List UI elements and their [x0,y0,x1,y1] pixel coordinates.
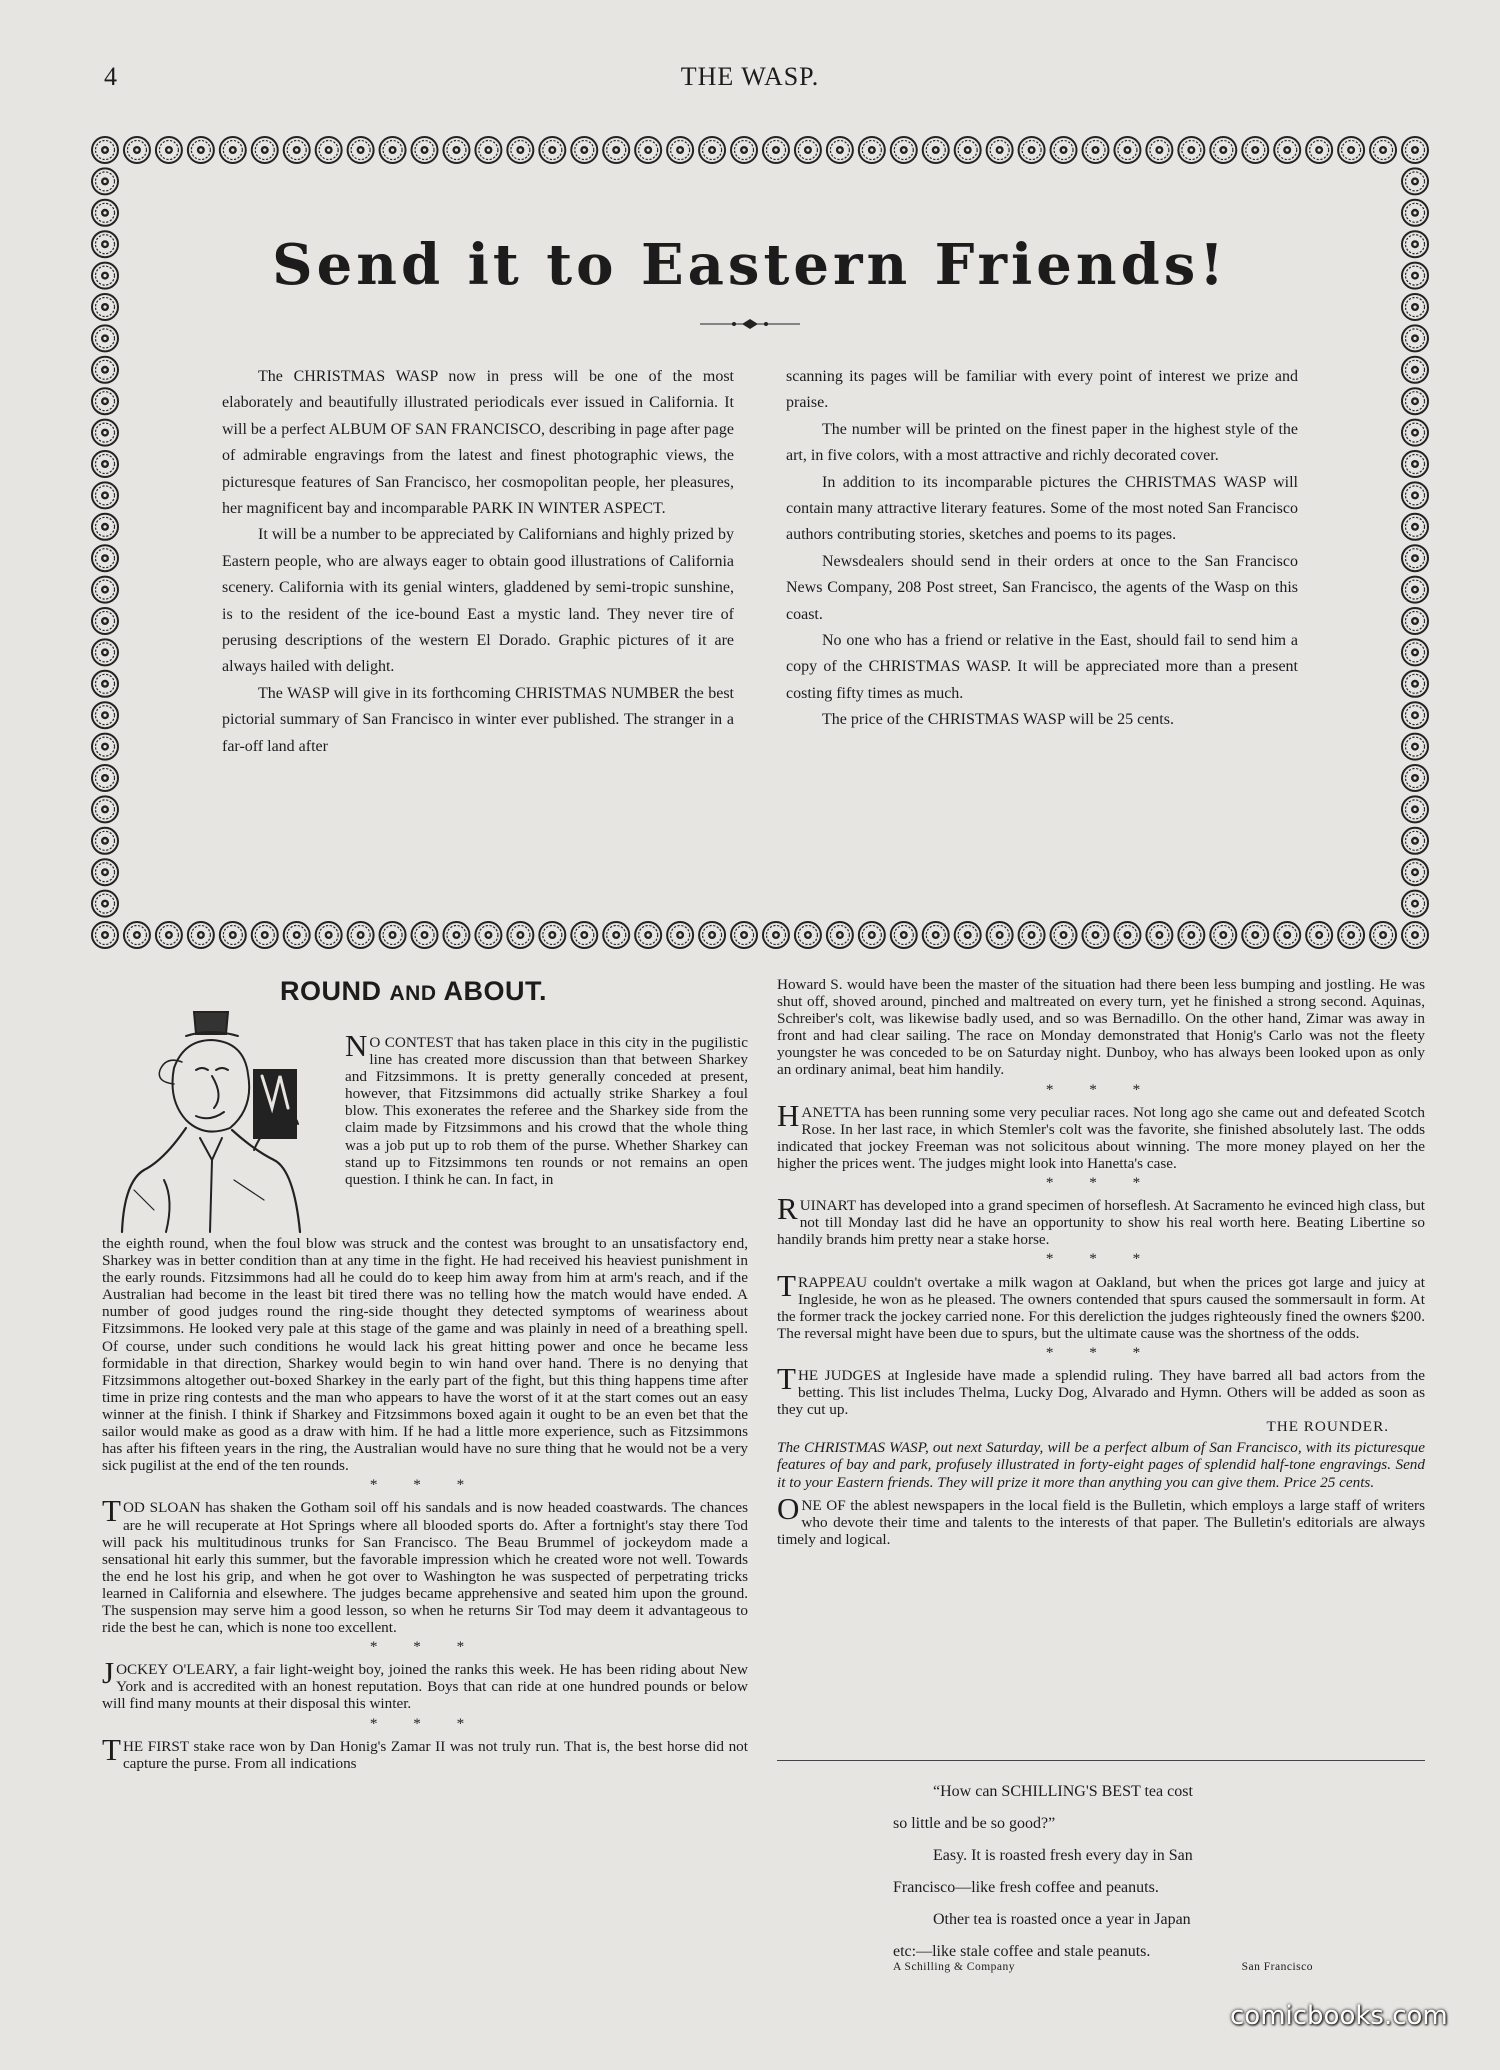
rosette-ornament [1402,671,1428,697]
ad-paragraph: The number will be printed on the finest paper in the highest style of the art, in five colors, with a most attractive and richly decorated cover. [786,420,1298,465]
ad-headline: Send it to Eastern Friends! [272,232,1228,298]
schilling-footer [893,1961,1313,1973]
section-separator: * * * [1045,1174,1157,1192]
rosette-ornament [1402,482,1428,508]
company-name: A Schilling & Company [893,1961,1015,1973]
rosette-ornament [635,922,661,948]
ad-line: Other tea is roasted once a year in Japan [933,1911,1191,1928]
rosette-ornament [1370,922,1396,948]
rosette-ornament [1146,922,1172,948]
rosette-ornament [1402,451,1428,477]
rosette-ornament [412,922,438,948]
author-signature: THE ROUNDER. [1266,1418,1389,1436]
rosette-ornament [667,137,693,163]
article-paragraph: O CONTEST that has taken place in this city in the pugilistic line has created more discussion than that between Sharkey and Fitzsimmons. It is pretty generally conceded at present, however, that Fitzsimmons did actually strike Sharkey a foul blow. This exonerates the referee and the Sharkey side from the claim made by Fitzsimmons and his crowd that the whole thing was a job put up to rob them of the purse. Whether Sharkey can stand up to Fitzsimmons ten rounds or not remains an open question. I think he can. In fact, in [345,1034,748,1188]
rosette-ornament [92,514,118,540]
article-paragraph: OCKEY O'LEARY, a fair light-weight boy, joined the ranks this week. He has been riding about New York and is accredited with an honest reputation. Boys that can ride at one hundred pounds or below will find many mounts at their disposal this winter. [102,1661,748,1713]
rosette-ornament [188,922,214,948]
rosette-ornament [1402,734,1428,760]
ad-line: Easy. It is roasted fresh every day in San [933,1847,1193,1864]
rosette-ornament [412,137,438,163]
cartoon-illustration [104,1010,354,1235]
article-paragraph: ANETTA has been running some very peculiar races. Not long ago she came out and defeated Scotch Rose. In her last race, in which Stemler's colt was the favorite, she finished absolutely last. The odds indicated that jockey Freeman was not solicitous about winning. The more money played on her the higher the prices went. The judges might look into Hanetta's case. [777,1103,1425,1172]
rosette-ornament [1338,137,1364,163]
rosette-ornament [955,137,981,163]
rosette-ornament [987,922,1013,948]
rosette-ornament [1402,577,1428,603]
rosette-ornament [1082,137,1108,163]
rosette-ornament [1402,859,1428,885]
ad-paragraph: The WASP will give in its forthcoming CHRISTMAS NUMBER the best pictorial summary of San Francisco in winter ever published. The stranger in a far-off land after [222,684,734,755]
ornamental-rule [700,318,800,330]
rosette-ornament [987,137,1013,163]
rosette-ornament [92,451,118,477]
section-separator: * * * [1045,1080,1157,1098]
rosette-ornament [92,702,118,728]
rosette-ornament [1402,514,1428,540]
schilling-advertisement [893,1776,1333,1968]
rosette-ornament [1402,828,1428,854]
rosette-ornament [92,859,118,885]
rosette-ornament [699,137,725,163]
article-paragraph: OD SLOAN has shaken the Gotham soil off his sandals and is now headed coastwards. The chances are he will recuperate at Hot Springs where all blooded sports do. After a fortnight's stay there Tod will pack his multitudinous trunks for San Francisco. The Beau Brummel of jockeydom made a sensational hit early this summer, but the favorable impression which he created wore not well. Towards the end he lost his grip, and when he got over to Washington he was suspected of perpetrating tricks learned in California and elsewhere. The judges became apprehensive and seated him upon the ground. The suspension may serve him a good lesson, so when he returns Sir Tod may deem it advantageous to ride the best he can, which is none too excellent. [102,1499,748,1637]
rosette-ornament [348,922,374,948]
rosette-ornament [1114,922,1140,948]
rosette-ornament [731,922,757,948]
page-number: 4 [104,62,117,91]
rosette-ornament [1274,922,1300,948]
rosette-ornament [923,922,949,948]
rosette-ornament [795,922,821,948]
rosette-ornament [1402,891,1428,917]
rosette-ornament [859,922,885,948]
rosette-ornament [1242,922,1268,948]
rosette-ornament [475,922,501,948]
rosette-ornament [1210,137,1236,163]
rosette-ornament [1338,922,1364,948]
rosette-ornament [252,922,278,948]
rosette-ornament [1019,922,1045,948]
rosette-ornament [1178,922,1204,948]
rosette-ornament [1178,137,1204,163]
rosette-ornament [284,922,310,948]
ad-paragraph: Newsdealers should send in their orders at once to the San Francisco News Company, 208 Post street, San Francisco, the agents of the Wasp on this coast. [786,552,1298,623]
rosette-ornament [891,922,917,948]
rosette-ornament [1402,325,1428,351]
rosette-ornament [1402,357,1428,383]
ad-line: so little and be so good?” [893,1815,1056,1832]
rosette-ornament [1402,765,1428,791]
rosette-ornament [220,922,246,948]
rosette-ornament [1242,137,1268,163]
drop-capital: N [345,1028,368,1063]
drop-capital: J [102,1655,115,1691]
rosette-ornament [1402,545,1428,571]
section-separator: * * * [1045,1343,1157,1361]
article-title-main: ROUND [280,976,382,1006]
rosette-ornament [571,137,597,163]
rosette-ornament [92,828,118,854]
rosette-ornament [1402,168,1428,194]
drop-capital: T [777,1267,796,1303]
rosette-ornament [827,137,853,163]
rosette-ornament [763,137,789,163]
rosette-ornament [763,922,789,948]
rosette-ornament [891,137,917,163]
ad-paragraph: In addition to its incomparable pictures the CHRISTMAS WASP will contain many attractive literary features. Some of the most noted San Francisco authors contributing stories, sketches and poems to its pages. [786,473,1298,544]
rosette-ornament [1051,137,1077,163]
section-separator: * * * [369,1714,481,1732]
rosette-ornament [603,137,629,163]
rosette-ornament [380,137,406,163]
rosette-ornament [795,137,821,163]
rosette-ornament [316,137,342,163]
rosette-ornament [380,922,406,948]
article-paragraph: Howard S. would have been the master of the situation had there been less bumping and jostling. He was shut off, shoved around, pinched and maltreated on every turn, yet he finished a strong second. Aquinas, Schreiber's colt, was likewise badly used, and so was Bernadillo. On the other hand, Zimar was away in front and had clear sailing. The race on Monday demonstrated that Honig's Carlo was not the fleety youngster he was conceded to be on Saturday night. Dunboy, who has always been looked upon as only an ordinary animal, beat him handily. [777,976,1425,1079]
rosette-ornament [443,922,469,948]
rosette-ornament [1402,922,1428,948]
rosette-ornament [92,765,118,791]
rosette-ornament [92,671,118,697]
rosette-ornament [507,137,533,163]
rosette-ornament [92,357,118,383]
rosette-ornament [1402,388,1428,414]
rosette-ornament [316,922,342,948]
ad-line: Francisco—like fresh coffee and peanuts. [893,1879,1159,1896]
ad-paragraph: It will be a number to be appreciated by Californians and highly prized by Eastern people, who are always eager to obtain good illustrations of California scenery. California with its genial winters, gladdened by semi-tropic sunshine, is to the resident of the ice-bound East a mystic land. They never tire of perusing descriptions of the western El Dorado. Graphic pictures of it are always hailed with delight. [222,526,734,676]
rosette-ornament [443,137,469,163]
rosette-ornament [124,137,150,163]
rosette-ornament [92,796,118,822]
drop-capital: O [777,1490,800,1526]
article-column-a [102,1235,748,1772]
rosette-ornament [1370,137,1396,163]
rosette-ornament [92,734,118,760]
rosette-ornament [1402,796,1428,822]
rosette-ornament [92,482,118,508]
rosette-ornament [284,137,310,163]
rosette-ornament [1402,639,1428,665]
rosette-ornament [92,545,118,571]
drop-capital: H [777,1097,800,1133]
rosette-ornament [348,137,374,163]
rosette-ornament [1306,137,1332,163]
section-separator: * * * [1045,1250,1157,1268]
rosette-ornament [1146,137,1172,163]
ad-column-left [222,364,734,760]
rosette-ornament [1274,137,1300,163]
article-paragraph: the eighth round, when the foul blow was struck and the contest was brought to an unsatisfactory end, Sharkey was in better condition than at any time in the fight. He had received his heaviest punishment in the early rounds. Fitzsimmons had all he could do to keep him away from him at arm's reach, and if the Australian had become in the least bit tired there was no telling how the match would have ended. A number of good judges round the ring-side thought they detected symptoms of weariness about Fitzsimmons. He looked very pale at this stage of the game and was plainly in need of a breathing spell. Of course, under such conditions he would lack his great hitting power and once he became less formidable in that direction, Sharkey would begin to win hand over hand. There is no denying that Fitzsimmons altogether out-boxed Sharkey in the early part of the fight, but this thing happens time after time in prize ring contests and the man who appears to have the worst of it at the start comes out an easy winner at the finish. I think if Sharkey and Fitzsimmons boxed again it ought to be an even bet that the sailor would make as good as a draw with him. If he had a little more experience, such as Fitzsimmons has after his fifteen years in the ring, the Australian would have no sure thing that he would not be a very sick pugilist at the end of the ten rounds. [102,1235,748,1475]
rosette-ornament [699,922,725,948]
rosette-ornament [731,137,757,163]
rosette-ornament [539,922,565,948]
drop-capital: T [102,1493,121,1529]
rosette-ornament [923,137,949,163]
rosette-ornament [92,639,118,665]
rosette-ornament [92,420,118,446]
drop-capital: T [102,1731,121,1767]
rosette-ornament [1402,702,1428,728]
article-paragraph: RAPPEAU couldn't overtake a milk wagon at Oakland, but when the prices got large and juicy at Ingleside, he won as he pleased. The owners contended that spurs caused the sommersault in form. At the former track the jockey carried none. For this dereliction the judges righteously fined the owners $200. The reversal might have been due to spurs, but the ultimate cause was the shortness of the odds. [777,1273,1425,1342]
rosette-ornament [188,137,214,163]
rosette-ornament [92,922,118,948]
ad-paragraph: No one who has a friend or relative in the East, should fail to send him a copy of the CHRISTMAS WASP. It will be appreciated more than a present costing fifty times as much. [786,632,1298,702]
rosette-ornament [603,922,629,948]
rosette-ornament [1210,922,1236,948]
rosette-ornament [1306,922,1332,948]
article-column-b [777,976,1425,1548]
rosette-ornament [955,922,981,948]
article-title-and: AND [389,982,437,1005]
article-paragraph: HE FIRST stake race won by Dan Honig's Zamar II was not truly run. That is, the best horse did not capture the purse. From all indications [122,1737,748,1772]
rosette-ornament [1402,200,1428,226]
rosette-ornament [92,200,118,226]
rosette-ornament [1051,922,1077,948]
watermark: comicbooks.com [1230,2001,1448,2031]
ad-line: etc:—like stale coffee and stale peanuts. [893,1943,1151,1960]
rosette-ornament [827,922,853,948]
rosette-ornament [571,922,597,948]
article-paragraph: NE OF the ablest newspapers in the local field is the Bulletin, which employs a large staff of writers who devote their time and talents to the interests of that paper. The Bulletin's editorials are always timely and logical. [777,1496,1425,1548]
rosette-ornament [92,325,118,351]
article-paragraph: UINART has developed into a grand specimen of horseflesh. At Sacramento he evinced high class, but not till Monday last did he have an opportunity to show his real worth here. Beating Libertine so handily brands him pretty near a stake horse. [777,1197,1425,1249]
rosette-ornament [92,137,118,163]
rosette-ornament [539,137,565,163]
rosette-ornament [635,137,661,163]
section-separator: * * * [369,1476,481,1494]
rosette-ornament [92,608,118,634]
rosette-ornament [252,137,278,163]
rosette-ornament [1402,137,1428,163]
ad-line: “How can SCHILLING'S BEST tea cost [933,1783,1193,1800]
article-title-end: ABOUT. [443,976,548,1006]
rosette-ornament [156,922,182,948]
article-column-a-top [345,1028,748,1188]
drop-capital: T [777,1360,796,1396]
rosette-ornament [859,137,885,163]
rosette-ornament [1082,922,1108,948]
rosette-ornament [1019,137,1045,163]
ad-paragraph: The CHRISTMAS WASP now in press will be one of the most elaborately and beautifully illustrated periodicals ever issued in California. It will be a perfect ALBUM OF SAN FRANCISCO, describing in page after page of admirable engravings from the latest and finest photographic views, the picturesque features of San Francisco, her cosmopolitan people, her pleasures, her magnificent bay and incomparable PARK IN WINTER ASPECT. [222,368,734,518]
rosette-ornament [220,137,246,163]
ad-paragraph: The price of the CHRISTMAS WASP will be 25 cents. [822,711,1174,729]
rosette-ornament [156,137,182,163]
ad-paragraph: scanning its pages will be familiar with every point of interest we prize and praise. [786,368,1298,412]
rosette-ornament [92,388,118,414]
running-head: THE WASP. [680,62,820,91]
rosette-ornament [1114,137,1140,163]
ad-column-right [786,364,1298,734]
article-paragraph: HE JUDGES at Ingleside have made a splendid ruling. They have barred all bad actors from the betting. This list includes Thelma, Lucky Dog, Alvarado and Hymn. Others will be added as soon as they cut up. [777,1366,1425,1419]
section-separator: * * * [369,1638,481,1656]
company-city: San Francisco [1241,1961,1313,1973]
rosette-ornament [1402,608,1428,634]
christmas-wasp-notice: The CHRISTMAS WASP, out next Saturday, will be a perfect album of San Francisco, with its picturesque features of bay and park, profusely illustrated in forty-eight pages of splendid half-tone engravings. Send it to your Eastern friends. They will prize it more than anything you can give them. Price 25 cents. [777,1439,1425,1491]
rosette-ornament [507,922,533,948]
rosette-ornament [92,891,118,917]
drop-capital: R [777,1191,798,1227]
column-divider-rule [777,1760,1425,1761]
rosette-ornament [124,922,150,948]
rosette-ornament [475,137,501,163]
rosette-ornament [667,922,693,948]
rosette-ornament [1402,420,1428,446]
rosette-ornament [92,168,118,194]
rosette-ornament [92,577,118,603]
article-title [280,976,547,1007]
